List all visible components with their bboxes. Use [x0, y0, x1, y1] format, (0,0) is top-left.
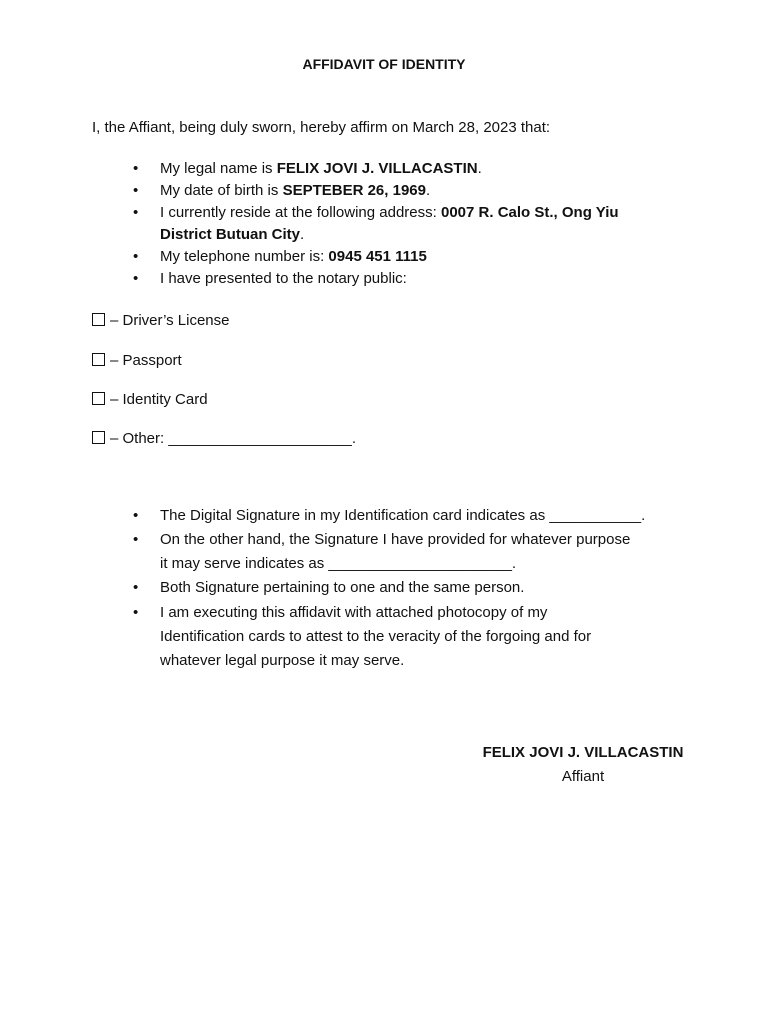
fact-label: I currently reside at the following address:: [160, 204, 441, 221]
statement-text: The Digital Signature in my Identification card indicates as ___________.: [160, 507, 646, 524]
fact-label: My telephone number is:: [160, 248, 329, 265]
id-option-label: – Driver’s License: [110, 312, 230, 329]
statement-text: Identification cards to attest to the veracity of the forgoing and for: [160, 628, 592, 645]
id-option-label: – Passport: [110, 352, 182, 369]
id-option-drivers-license: [92, 313, 230, 328]
fact-value: FELIX JOVI J. VILLACASTIN: [276, 160, 478, 177]
id-option-other: [92, 431, 356, 446]
fact-label: My legal name is: [160, 160, 277, 177]
statement-text: I am executing this affidavit with attached photocopy of my: [160, 604, 548, 621]
statement-text: whatever legal purpose it may serve.: [160, 652, 405, 669]
checkbox-icon[interactable]: [92, 313, 105, 326]
fact-suffix: .: [477, 160, 482, 177]
statement-text: Both Signature pertaining to one and the same person.: [160, 579, 525, 596]
intro-paragraph: I, the Affiant, being duly sworn, hereby affirm on March 28, 2023 that:: [92, 119, 551, 136]
id-option-label: – Other: ______________________.: [110, 430, 357, 447]
signature-block: [470, 745, 696, 784]
fact-value: District Butuan City: [160, 226, 301, 243]
statement-text: it may serve indicates as ______________________.: [160, 555, 517, 572]
fact-suffix: .: [300, 226, 305, 243]
fact-value: SEPTEBER 26, 1969: [282, 182, 426, 199]
fact-suffix: .: [425, 182, 431, 199]
checkbox-icon[interactable]: [92, 431, 105, 444]
id-option-label: – Identity Card: [110, 391, 208, 408]
fact-label: I have presented to the notary public:: [160, 270, 407, 287]
checkbox-icon[interactable]: [92, 353, 105, 366]
statement-text: On the other hand, the Signature I have provided for whatever purpose: [160, 531, 631, 548]
document-title: AFFIDAVIT OF IDENTITY: [302, 56, 466, 72]
fact-value: 0945 451 1115: [328, 248, 427, 265]
affiant-role: Affiant: [561, 768, 605, 785]
affiant-name: FELIX JOVI J. VILLACASTIN: [482, 744, 684, 761]
affidavit-page: AFFIDAVIT OF IDENTITY I, the Affiant, being duly sworn, hereby affirm on March 28, 2023 that: • My legal name is FELIX JOVI J. VILLACASTIN. • My date of birth is SEPTEBER 26, 1969. • I currently reside at the following address: 0007 R. Calo St., Ong Yiu District Butuan City. • My telephone number is: 0945 451 1115 • I have presented to the notary public: – Driver’s License – Passport – Identity Card – Other: ______________________. • The Digital Signature in my Identification card indicates as ___________. • On the other hand, the Signature I have provided for whatever purpose it may serve indicates as ______________________. • Both Signature pertaining to one and the same person. • I am executing this affidavit with attached photocopy of my Identification cards to attest to the veracity of the forgoing and for whatever legal purpose it may serve. FELIX JOVI J. VILLACASTIN Affiant: [0, 0, 768, 1024]
fact-value: 0007 R. Calo St., Ong Yiu: [440, 204, 619, 221]
fact-label: My date of birth is: [160, 182, 283, 199]
id-option-identity-card: [92, 392, 208, 407]
checkbox-icon[interactable]: [92, 392, 105, 405]
id-option-passport: [92, 353, 182, 368]
